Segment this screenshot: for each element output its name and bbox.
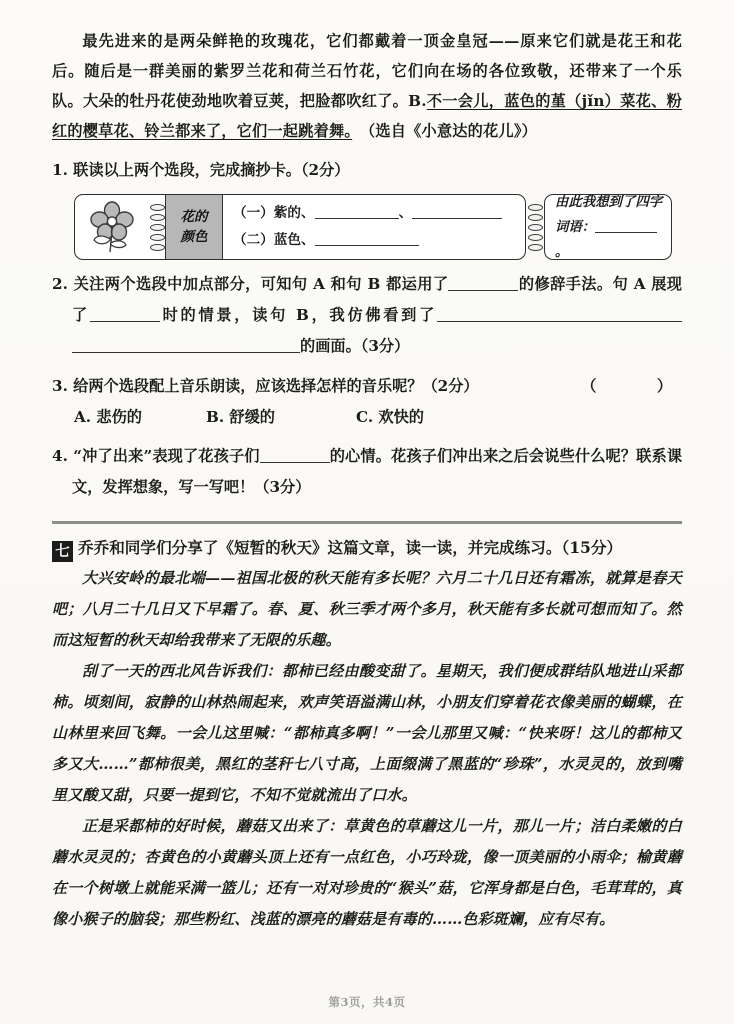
question-4-part-b: 的心情。花孩子们冲出来之后会说些什么呢？联系课文，发挥想象，写一写吧！（3分） bbox=[72, 447, 683, 496]
question-2-text bbox=[52, 269, 682, 362]
question-3-options bbox=[52, 402, 682, 432]
ring bbox=[528, 224, 543, 231]
ring bbox=[528, 214, 543, 221]
ring bbox=[528, 204, 543, 211]
note-card-row-2 bbox=[233, 227, 517, 254]
ring bbox=[150, 244, 165, 251]
right-line2-suffix: 。 bbox=[555, 243, 569, 260]
question-3-answer-box[interactable]: （ ） bbox=[581, 377, 682, 395]
note-card-zone bbox=[52, 194, 682, 260]
ring bbox=[528, 234, 543, 241]
option-c-label: 欢快的 bbox=[378, 408, 424, 426]
question-2-part-b: 的修辞手法。句 A 展现了 bbox=[72, 275, 682, 324]
section-divider bbox=[52, 521, 682, 524]
question-2-blank-3[interactable] bbox=[437, 307, 682, 322]
note-card-label-line1: 花的 bbox=[180, 209, 208, 225]
ring bbox=[150, 234, 165, 241]
reading-passage bbox=[52, 26, 682, 146]
question-3-prompt: 给两个选段配上音乐朗读，应该选择怎样的音乐呢？（2分） bbox=[73, 377, 479, 395]
question-3-number: 3. bbox=[52, 377, 68, 395]
question-2-blank-2[interactable] bbox=[90, 307, 160, 322]
passage-text-a: 最先进来的是两朵鲜艳的玫瑰花，它们都戴着一顶金皇冠——原来它们就是花王和花后。随后是一群美丽的紫罗兰花和荷兰石竹花，它们向在场的各位致敬，还带来了一个乐队。大朵的牡丹花使劲地吹着豆荚，把脸都吹红了。 bbox=[52, 32, 682, 110]
passage-source: （选自《小意达的花儿》） bbox=[367, 122, 537, 140]
question-2-part-d: 的画面。（3分） bbox=[300, 337, 410, 355]
note-card-left bbox=[74, 194, 526, 260]
question-3 bbox=[52, 371, 682, 432]
row2-blank-1[interactable] bbox=[315, 233, 419, 246]
question-2-part-a: 关注两个选段中加点部分，可知句 A 和句 B 都运用了 bbox=[73, 275, 449, 293]
note-card-row-1 bbox=[233, 200, 517, 227]
option-a[interactable] bbox=[74, 402, 206, 432]
row1-separator: 、 bbox=[398, 205, 413, 221]
note-card-label-line2: 颜色 bbox=[180, 229, 208, 245]
question-1-prompt: 联读以上两个选段，完成摘抄卡。（2分） bbox=[73, 161, 350, 179]
section-seven-header bbox=[52, 533, 682, 563]
question-2-part-c: 时的情景，读句 B，我仿佛看到了 bbox=[159, 306, 438, 324]
question-1-text bbox=[52, 155, 682, 186]
page-footer: 第3页，共4页 bbox=[328, 995, 406, 1009]
row2-prefix: （二）蓝色、 bbox=[233, 232, 315, 248]
ring bbox=[150, 204, 165, 211]
question-4-part-a: “冲了出来”表现了花孩子们 bbox=[73, 447, 260, 465]
note-card-right-line1: 由此我想到了四字 bbox=[555, 193, 663, 210]
option-a-label: 悲伤的 bbox=[96, 408, 142, 426]
passage-paragraph bbox=[52, 26, 682, 146]
question-3-text bbox=[52, 371, 682, 402]
question-2-blank-4[interactable] bbox=[72, 338, 300, 353]
spiral-rings-right bbox=[526, 194, 544, 260]
right-line2-prefix: 词语： bbox=[555, 218, 596, 235]
question-1-number: 1. bbox=[52, 161, 68, 179]
note-card-right bbox=[544, 194, 672, 260]
sentence-b-text: 不一会儿，蓝色的堇（jǐn）菜花、粉红的樱草花、铃兰都来了，它们一起跳着舞。 bbox=[52, 92, 682, 140]
article-paragraph: 大兴安岭的最北端——祖国北极的秋天能有多长呢？六月二十几日还有霜冻，就算是春天吧；八月二十几日又下早霜了。春、夏、秋三季才两个多月，秋天能有多长就可想而知了。然而这短暂的秋天却给我带来了无限的乐趣。 bbox=[52, 568, 682, 649]
sentence-b-label: B. bbox=[408, 92, 427, 110]
row1-blank-2[interactable] bbox=[412, 206, 502, 219]
question-2-number: 2. bbox=[52, 275, 68, 293]
question-4-text bbox=[52, 441, 682, 503]
note-card bbox=[74, 194, 672, 260]
option-c[interactable] bbox=[356, 402, 424, 432]
ring bbox=[150, 224, 165, 231]
option-b-label: 舒缓的 bbox=[229, 408, 275, 426]
article-paragraph: 刮了一天的西北风告诉我们：都柿已经由酸变甜了。星期天，我们便成群结队地进山采都柿。顷刻间，寂静的山林热闹起来，欢声笑语溢满山林，小朋友们穿着花衣像美丽的蝴蝶，在山林里来回飞舞。一会儿这里喊：“都柿真多啊！”一会儿那里又喊：“快来呀！这儿的都柿又多又大……”都柿很美，黑红的茎秆七八寸高，上面缀满了黑蓝的“珍珠”，水灵灵的，放到嘴里又酸又甜，只要一提到它，不知不觉就流出了口水。 bbox=[52, 661, 682, 804]
article-paragraph: 正是采都柿的好时候，蘑菇又出来了：草黄色的草蘑这儿一片，那儿一片；洁白柔嫩的白蘑水灵灵的；杏黄色的小黄蘑头顶上还有一点红色，小巧玲珑，像一顶美丽的小雨伞；榆黄蘑在一个树墩上就能采满一篮儿；还有一对对珍贵的“猴头”菇，它浑身都是白色，毛茸茸的，真像小猴子的脑袋；那些粉红、浅蓝的漂亮的蘑菇是有毒的……色彩斑斓，应有尽有。 bbox=[52, 816, 682, 928]
option-b-key: B. bbox=[206, 408, 225, 426]
ring bbox=[150, 214, 165, 221]
row1-blank-1[interactable] bbox=[315, 206, 399, 219]
section-seven-title: 乔乔和同学们分享了《短暂的秋天》这篇文章，读一读，并完成练习。（15分） bbox=[78, 537, 623, 557]
question-4-number: 4. bbox=[52, 447, 68, 465]
section-number-badge: 七 bbox=[52, 541, 73, 562]
row1-prefix: （一）紫的、 bbox=[233, 205, 315, 221]
article-body bbox=[52, 563, 682, 935]
question-4-blank-1[interactable] bbox=[260, 448, 330, 463]
flower-icon bbox=[75, 195, 149, 259]
question-2 bbox=[52, 269, 682, 362]
right-blank[interactable] bbox=[595, 219, 657, 232]
note-card-answer-lines bbox=[223, 195, 525, 259]
note-card-label bbox=[165, 195, 223, 259]
ring bbox=[528, 244, 543, 251]
option-b[interactable] bbox=[206, 402, 356, 432]
spiral-rings-left bbox=[149, 195, 165, 259]
option-a-key: A. bbox=[74, 408, 92, 426]
question-1 bbox=[52, 155, 682, 260]
question-2-blank-1[interactable] bbox=[448, 276, 518, 291]
option-c-key: C. bbox=[356, 408, 374, 426]
question-4 bbox=[52, 441, 682, 503]
note-card-right-line2 bbox=[555, 215, 663, 265]
